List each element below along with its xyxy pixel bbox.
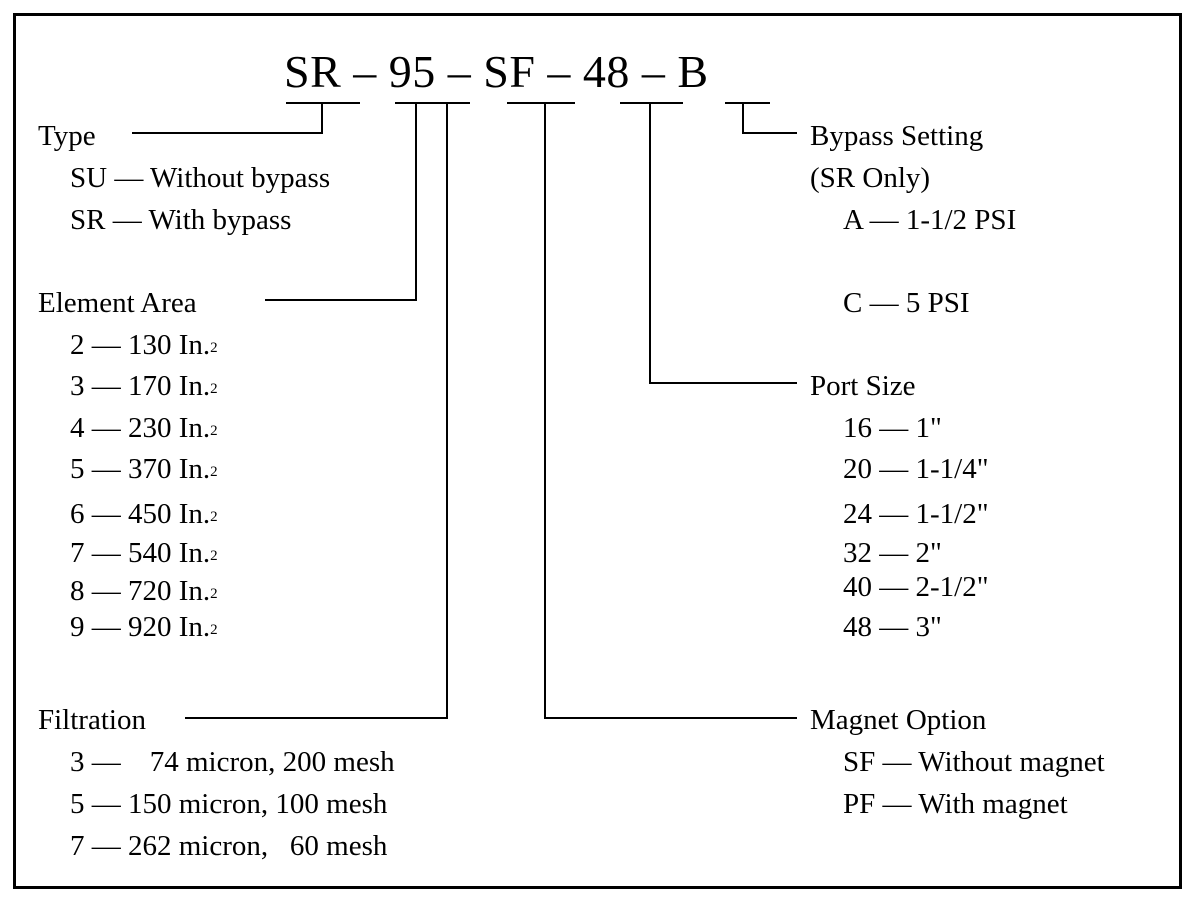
filtration-option: 3 — 74 micron, 200 mesh	[70, 746, 395, 778]
connector-magnet	[545, 103, 797, 718]
element-area-option: 6 — 450 In.$^2$	[70, 498, 218, 530]
element-area-option: 5 — 370 In.$^2$	[70, 453, 218, 485]
connector-bypass	[743, 103, 797, 133]
element-area-option: 7 — 540 In.$^2$	[70, 537, 218, 569]
model-code: SR – 95 – SF – 48 – B	[284, 46, 709, 97]
bypass-option-a: A — 1-1/2 PSI	[843, 204, 1017, 236]
element-area-title: Element Area	[38, 287, 197, 319]
bypass-option-c: C — 5 PSI	[843, 287, 970, 319]
element-area-option: 9 — 920 In.$^2$	[70, 611, 218, 643]
filtration-title: Filtration	[38, 704, 146, 736]
element-area-option: 3 — 170 In.$^2$	[70, 370, 218, 402]
port-size-option: 40 — 2-1/2"	[843, 571, 989, 603]
type-option-sr: SR — With bypass	[70, 204, 292, 236]
port-size-option: 24 — 1-1/2"	[843, 498, 989, 530]
connector-port	[650, 103, 797, 383]
port-size-option: 48 — 3"	[843, 611, 942, 643]
magnet-option-pf: PF — With magnet	[843, 788, 1068, 820]
connector-filtration	[185, 103, 447, 718]
bypass-setting-title: Bypass Setting	[810, 120, 984, 152]
element-area-option: 4 — 230 In.$^2$	[70, 412, 218, 444]
port-size-option: 16 — 1"	[843, 412, 942, 444]
type-option-su: SU — Without bypass	[70, 162, 331, 194]
bypass-setting-subtitle: (SR Only)	[810, 162, 931, 194]
magnet-option-sf: SF — Without magnet	[843, 746, 1105, 778]
connector-type	[132, 103, 322, 133]
filtration-option: 7 — 262 micron, 60 mesh	[70, 830, 388, 862]
filtration-option: 5 — 150 micron, 100 mesh	[70, 788, 388, 820]
type-title: Type	[38, 120, 96, 152]
magnet-option-title: Magnet Option	[810, 704, 987, 736]
port-size-option: 20 — 1-1/4"	[843, 453, 989, 485]
element-area-option: 8 — 720 In.$^2$	[70, 575, 218, 607]
element-area-option: 2 — 130 In.$^2$	[70, 329, 218, 361]
port-size-title: Port Size	[810, 370, 916, 402]
port-size-option: 32 — 2"	[843, 537, 942, 569]
